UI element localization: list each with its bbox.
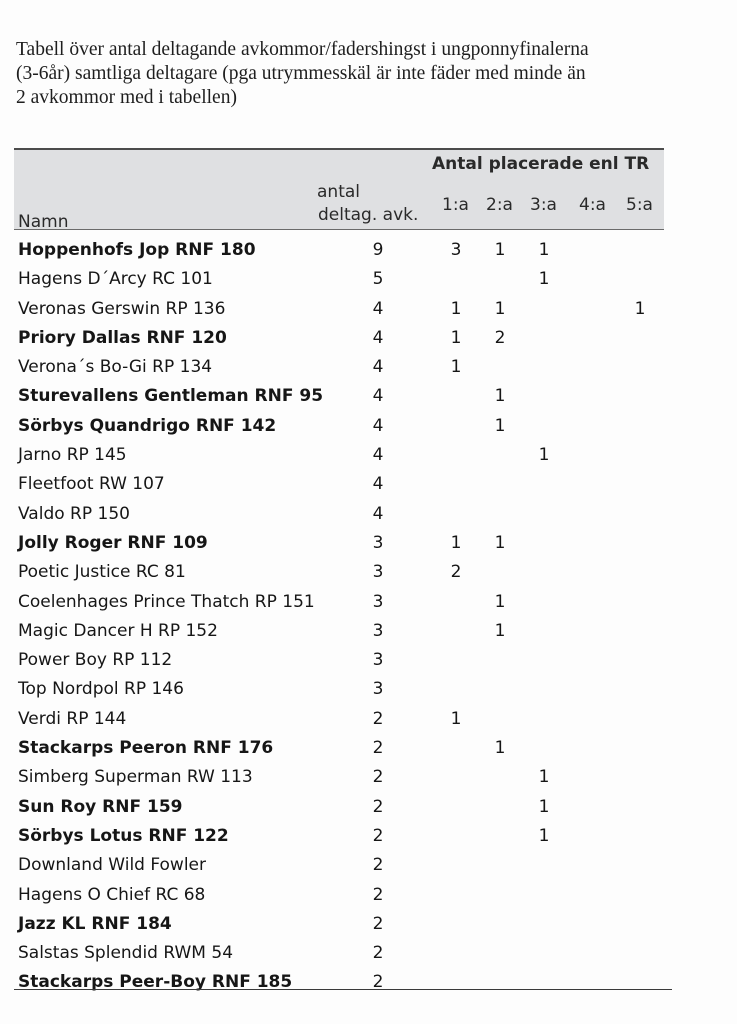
table-row	[14, 939, 664, 968]
placed-2nd: 2	[494, 327, 506, 348]
offspring-count: 2	[372, 855, 384, 876]
stallion-name: Salstas Splendid RWM 54	[18, 943, 234, 964]
stallion-name: Verona´s Bo-Gi RP 134	[18, 357, 213, 378]
table-body	[14, 236, 664, 998]
stallion-name: Power Boy RP 112	[18, 650, 173, 671]
table-caption	[16, 38, 676, 110]
caption-line: 2 avkommor med i tabellen)	[16, 87, 237, 108]
offspring-count: 2	[372, 767, 384, 788]
offspring-count: 3	[372, 679, 384, 700]
stallion-name: Hoppenhofs Jop RNF 180	[18, 240, 256, 260]
stallion-name: Top Nordpol RP 146	[18, 679, 184, 700]
stallion-name: Stackarps Peer-Boy RNF 185	[18, 972, 293, 993]
placed-1st: 1	[450, 327, 462, 348]
stallion-name: Jolly Roger RNF 109	[18, 532, 208, 553]
table-row	[14, 236, 664, 265]
stallion-name: Valdo RP 150	[18, 503, 130, 524]
stallion-name: Sörbys Quandrigo RNF 142	[18, 415, 277, 436]
table-row	[14, 441, 664, 470]
table-row	[14, 500, 664, 529]
offspring-count: 4	[372, 357, 384, 378]
table-row	[14, 265, 664, 294]
count-header-line2: deltag. avk.	[318, 205, 419, 225]
offspring-count: 2	[372, 825, 384, 846]
stallion-name: Jarno RP 145	[18, 445, 127, 466]
placement-header-5: 5:a	[626, 195, 653, 215]
offspring-count: 3	[372, 620, 384, 641]
placed-2nd: 1	[494, 591, 506, 612]
table-row	[14, 295, 664, 324]
caption-line: Tabell över antal deltagande avkommor/fadershingst i ungponnyfinalerna	[16, 39, 589, 60]
offspring-count: 2	[372, 796, 384, 817]
offspring-count: 4	[372, 327, 384, 348]
offspring-count: 4	[372, 503, 384, 524]
stallion-name: Verdi RP 144	[18, 708, 127, 729]
offspring-count: 2	[372, 943, 384, 964]
table-row	[14, 617, 664, 646]
placement-header-2: 2:a	[486, 195, 513, 215]
placements-group-header: Antal placerade enl TR	[432, 154, 650, 174]
name-column-header: Namn	[18, 212, 69, 232]
placed-3rd: 1	[538, 825, 550, 846]
offspring-count: 5	[372, 269, 384, 290]
table-row	[14, 881, 664, 910]
stallion-name: Stackarps Peeron RNF 176	[18, 738, 274, 759]
offspring-count: 9	[372, 240, 384, 260]
placed-5th: 1	[634, 298, 646, 319]
offspring-count: 4	[372, 445, 384, 466]
placed-3rd: 1	[538, 767, 550, 788]
stallion-name: Veronas Gerswin RP 136	[18, 298, 226, 319]
placed-2nd: 1	[494, 738, 506, 759]
stallion-name: Hagens O Chief RC 68	[18, 884, 206, 905]
stallion-name: Poetic Justice RC 81	[18, 562, 186, 583]
offspring-count: 2	[372, 738, 384, 759]
table-row	[14, 734, 664, 763]
placed-1st: 1	[450, 532, 462, 553]
offspring-count: 4	[372, 386, 384, 407]
placed-3rd: 1	[538, 445, 550, 466]
placement-header-3: 3:a	[530, 195, 557, 215]
placed-2nd: 1	[494, 415, 506, 436]
placement-header-4: 4:a	[579, 195, 606, 215]
stallion-name: Fleetfoot RW 107	[18, 474, 165, 495]
offspring-table	[14, 148, 664, 993]
placed-2nd: 1	[494, 298, 506, 319]
stallion-name: Sörbys Lotus RNF 122	[18, 825, 229, 846]
table-row	[14, 470, 664, 499]
placed-2nd: 1	[494, 532, 506, 553]
placed-1st: 1	[450, 708, 462, 729]
stallion-name: Sun Roy RNF 159	[18, 796, 183, 817]
placed-3rd: 1	[538, 796, 550, 817]
table-row	[14, 851, 664, 880]
placed-2nd: 1	[494, 240, 506, 260]
placed-1st: 1	[450, 357, 462, 378]
table-row	[14, 705, 664, 734]
offspring-count: 4	[372, 474, 384, 495]
table-row	[14, 558, 664, 587]
table-row	[14, 412, 664, 441]
offspring-count: 2	[372, 972, 384, 993]
placed-1st: 1	[450, 298, 462, 319]
offspring-count: 2	[372, 913, 384, 934]
caption-line: (3-6år) samtliga deltagare (pga utrymmesskäl är inte fäder med minde än	[16, 63, 586, 84]
table-bottom-rule	[14, 989, 672, 990]
table-row	[14, 968, 664, 997]
offspring-count: 2	[372, 884, 384, 905]
offspring-count: 3	[372, 532, 384, 553]
offspring-count: 4	[372, 415, 384, 436]
table-row	[14, 324, 664, 353]
stallion-name: Coelenhages Prince Thatch RP 151	[18, 591, 315, 612]
placed-1st: 3	[450, 240, 462, 260]
placed-2nd: 1	[494, 620, 506, 641]
table-row	[14, 588, 664, 617]
offspring-count: 3	[372, 650, 384, 671]
offspring-count: 2	[372, 708, 384, 729]
placed-3rd: 1	[538, 240, 550, 260]
table-row	[14, 353, 664, 382]
stallion-name: Downland Wild Fowler	[18, 855, 207, 876]
table-row	[14, 529, 664, 558]
table-row	[14, 646, 664, 675]
table-row	[14, 675, 664, 704]
count-header-line1: antal	[317, 182, 360, 202]
placed-1st: 2	[450, 562, 462, 583]
offspring-count: 4	[372, 298, 384, 319]
stallion-name: Magic Dancer H RP 152	[18, 620, 218, 641]
stallion-name: Simberg Superman RW 113	[18, 767, 253, 788]
table-row	[14, 822, 664, 851]
placement-header-1: 1:a	[442, 195, 469, 215]
table-row	[14, 382, 664, 411]
placed-2nd: 1	[494, 386, 506, 407]
table-row	[14, 763, 664, 792]
stallion-name: Priory Dallas RNF 120	[18, 327, 227, 348]
stallion-name: Jazz KL RNF 184	[18, 913, 172, 934]
stallion-name: Hagens D´Arcy RC 101	[18, 269, 213, 290]
offspring-count: 3	[372, 562, 384, 583]
offspring-count: 3	[372, 591, 384, 612]
placed-3rd: 1	[538, 269, 550, 290]
stallion-name: Sturevallens Gentleman RNF 95	[18, 386, 324, 407]
table-row	[14, 910, 664, 939]
table-row	[14, 793, 664, 822]
